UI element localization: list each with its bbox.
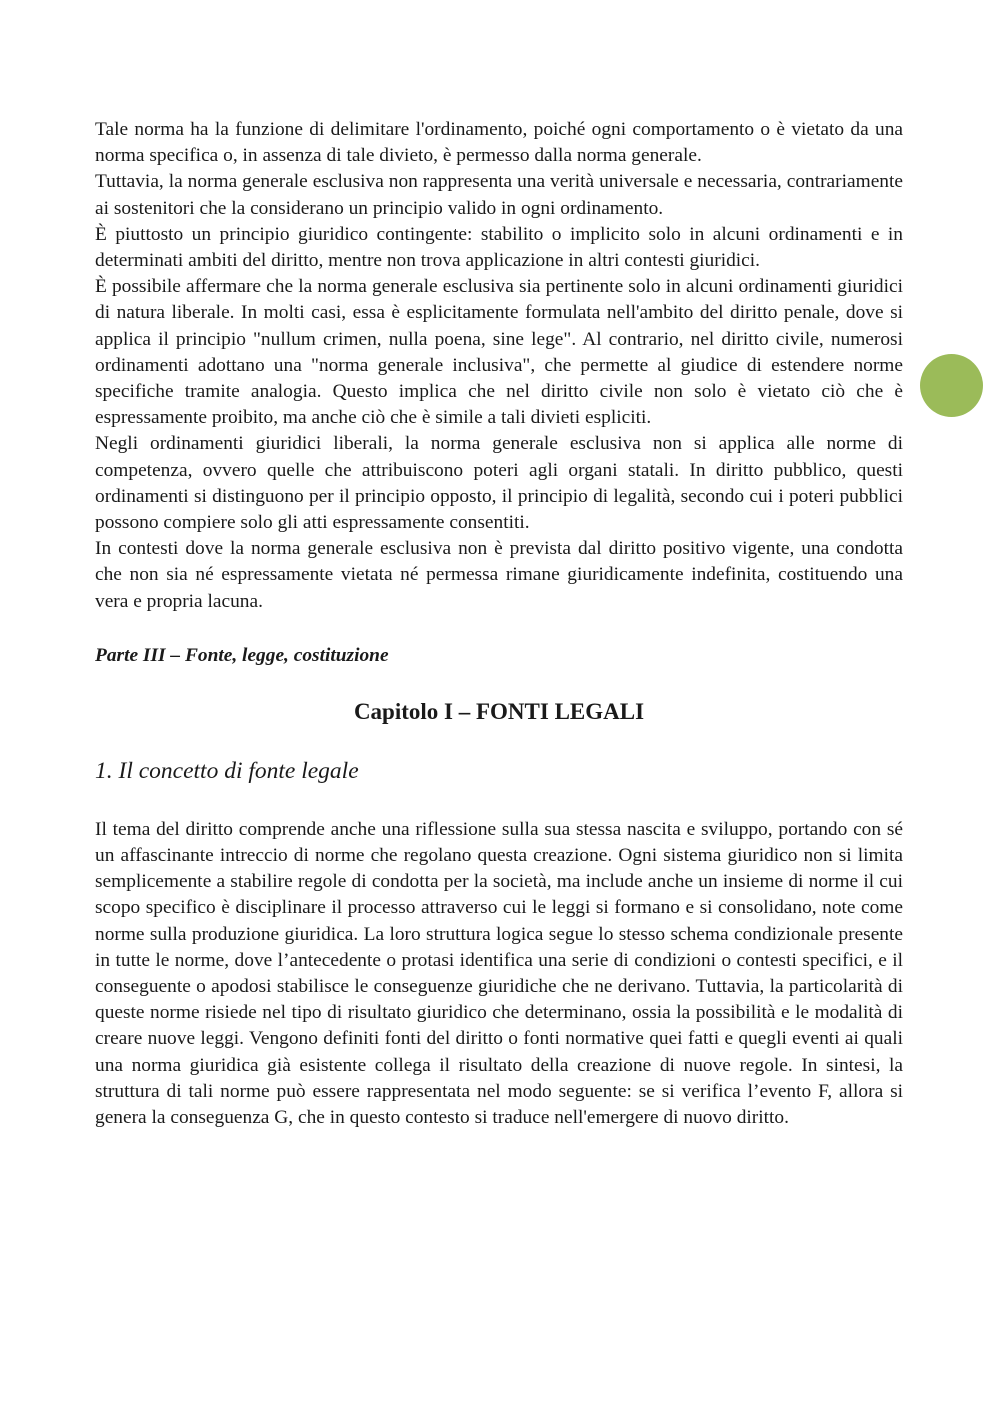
paragraph-lacuna: In contesti dove la norma generale esclusiva non è prevista dal diritto positivo vigente, una condotta che non sia né espressamente vietata né permessa rimane giuridicamente indefinita, costituendo una vera e propria lacuna. xyxy=(95,538,903,612)
paragraph-ordinamenti-liberali: È possibile affermare che la norma generale esclusiva sia pertinente solo in alcuni ordinamenti giuridici di natura liberale. In molti casi, essa è esplicitamente formulata nell'ambito del diritto penale, dove si applica il principio "nullum crimen, nulla poena, sine lege". Al contrario, nel diritto civile, numerosi ordinamenti adottano una "norma generale inclusiva", che permette al giudice di estendere norme specifiche tramite analogia. Questo implica che nel diritto civile non solo è vietato ciò che è espressamente proibito, ma anche ciò che è simile a tali divieti espliciti. xyxy=(95,276,903,429)
part-title: Parte III – Fonte, legge, costituzione xyxy=(95,644,389,666)
paragraph-norme-competenza: Negli ordinamenti giuridici liberali, la norma generale esclusiva non si applica alle norme di competenza, ovvero quelle che attribuiscono poteri agli organi statali. In diritto pubblico, questi ordinamenti si distinguono per il principio opposto, il principio di legalità, secondo cui i poteri pubblici possono compiere solo gli atti espressamente consentiti. xyxy=(95,433,903,534)
paragraph-principio-contingente: È piuttosto un principio giuridico contingente: stabilito o implicito solo in alcuni ordinamenti e in determinati ambiti del diritto, mentre non trova applicazione in altri contesti giuridici. xyxy=(95,223,903,272)
chapter-title: Capitolo I – FONTI LEGALI xyxy=(353,698,645,724)
decorative-green-dot xyxy=(920,354,983,417)
paragraph-non-verita-universale: Tuttavia, la norma generale esclusiva non rappresenta una verità universale e necessaria, contrariamente ai sostenitori che la considerano un principio valido in ogni ordinamento. xyxy=(95,171,903,219)
paragraph-norma-delimitare: Tale norma ha la funzione di delimitare l'ordinamento, poiché ogni comportamento o è vietato da una norma specifica o, in assenza di tale divieto, è permesso dalla norma generale. xyxy=(95,119,903,167)
paragraph-fonte-legale: Il tema del diritto comprende anche una riflessione sulla sua stessa nascita e sviluppo, portando con sé un affascinante intreccio di norme che regolano questa creazione. Ogni sistema giuridico non si limita semplicemente a stabilire regole di condotta per la società, ma include anche un insieme di norme il cui scopo specifico è disciplinare il processo attraverso cui le leggi si formano e si consolidano, note come norme sulla produzione giuridica. La loro struttura logica segue lo stesso schema condizionale presente in tutte le norme, dove l’antecedente o protasi identifica una serie di condizioni o contesti specifici, e il conseguente o apodosi stabilisce le conseguenze giuridiche che ne derivano. Tuttavia, la particolarità di queste norme risiede nel tipo di risultato giuridico che determinano, ossia la possibilità e le modalità di creare nuove leggi. Vengono definiti fonti del diritto o fonti normative quei fatti e quegli eventi ai quali una norma giuridica già esistente collega il risultato della creazione di nuove regole. In sintesi, la struttura di tali norme può essere rappresentata nel modo seguente: se si verifica l’evento F, allora si genera la conseguenza G, che in questo contesto si traduce nell'emergere di nuovo diritto. xyxy=(95,818,903,1129)
section-title: 1. Il concetto di fonte legale xyxy=(95,757,359,784)
document-page xyxy=(95,117,903,1131)
